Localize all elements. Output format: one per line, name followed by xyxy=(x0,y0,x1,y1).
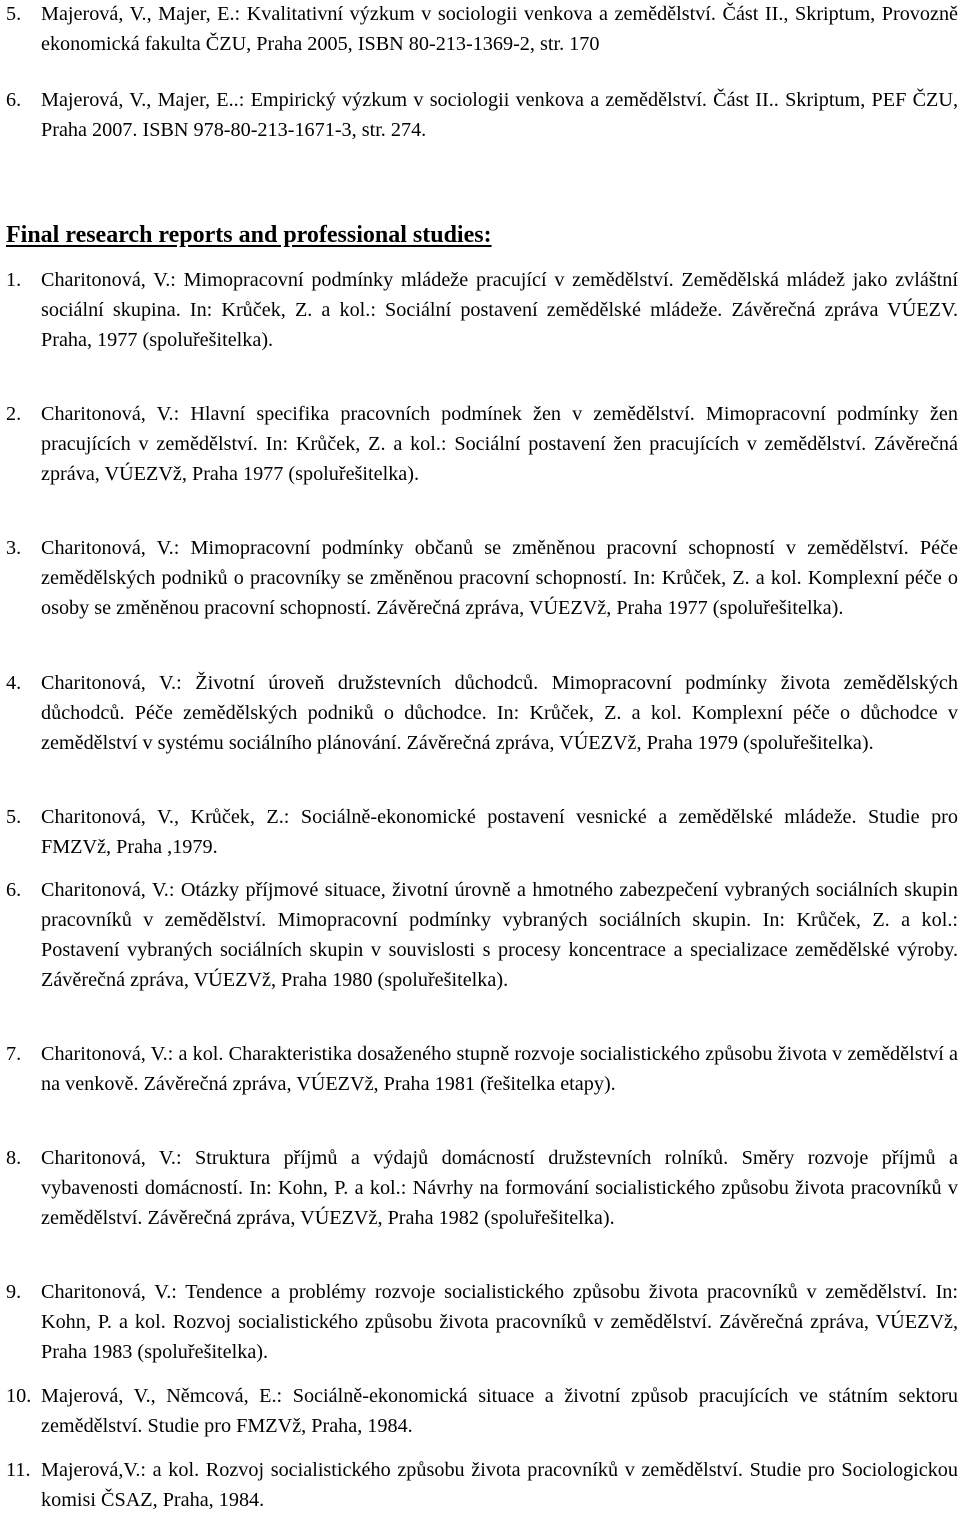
item-text: Majerová, V., Majer, E..: Empirický výzkum v sociologii venkova a zemědělství. Část II.. Skriptum, PEF ČZU, Praha 2007. ISBN 978-80-213-1671-3, str. 274. xyxy=(41,89,958,141)
list-item xyxy=(0,399,958,489)
list-item xyxy=(0,85,958,145)
list-item xyxy=(0,265,958,355)
list-item xyxy=(0,1039,958,1099)
item-text: Majerová, V., Majer, E.: Kvalitativní výzkum v sociologii venkova a zemědělství. Část II., Skriptum, Provozně ekonomická fakulta ČZU, Praha 2005, ISBN 80-213-1369-2, str. 170 xyxy=(41,3,958,55)
item-number: 3. xyxy=(6,537,22,559)
section-heading: Final research reports and professional studies: xyxy=(6,222,492,248)
item-number: 5. xyxy=(6,3,22,25)
item-text: Charitonová, V.: Struktura příjmů a výdajů domácností družstevních rolníků. Směry rozvoje příjmů a vybavenosti domácností. In: Kohn, P. a kol.: Návrhy na formování socialistického způsobu života pracovníků v zemědělství. Závěrečná zpráva, VÚEZVž, Praha 1982 (spoluřešitelka). xyxy=(41,1147,958,1229)
item-number: 6. xyxy=(6,89,22,111)
item-number: 1. xyxy=(6,269,22,291)
item-number: 10. xyxy=(6,1385,32,1407)
item-text: Charitonová, V., Krůček, Z.: Sociálně-ekonomické postavení vesnické a zemědělské mládeže. Studie pro FMZVž, Praha ,1979. xyxy=(41,806,958,858)
item-text: Charitonová, V.: Mimopracovní podmínky mládeže pracující v zemědělství. Zemědělská mládež jako zvláštní sociální skupina. In: Krůček, Z. a kol.: Sociální postavení zemědělské mládeže. Závěrečná zpráva VÚEZV. Praha, 1977 (spoluřešitelka). xyxy=(41,269,958,351)
item-text: Charitonová, V.: Tendence a problémy rozvoje socialistického způsobu života pracovníků v zemědělství. In: Kohn, P. a kol. Rozvoj socialistického způsobu života pracovníků v zemědělství. Závěrečná zpráva, VÚEZVž, Praha 1983 (spoluřešitelka). xyxy=(41,1281,958,1363)
item-number: 5. xyxy=(6,806,22,828)
item-text: Charitonová, V.: Životní úroveň družstevních důchodců. Mimopracovní podmínky života zemědělských důchodců. Péče zemědělských podniků o důchodce. In: Krůček, Z. a kol. Komplexní péče o důchodce v zemědělství v systému sociálního plánování. Závěrečná zpráva, VÚEZVž, Praha 1979 (spoluřešitelka). xyxy=(41,672,958,754)
list-item xyxy=(0,875,958,995)
list-item xyxy=(0,802,958,862)
item-text: Majerová,V.: a kol. Rozvoj socialistického způsobu života pracovníků v zemědělství. Studie pro Sociologickou komisi ČSAZ, Praha, 1984. xyxy=(41,1459,958,1511)
list-item xyxy=(0,533,958,623)
list-item xyxy=(0,1143,958,1233)
item-text: Charitonová, V.: Otázky příjmové situace, životní úrovně a hmotného zabezpečení vybraných sociálních skupin pracovníků v zemědělství. Mimopracovní podmínky vybraných sociálních skupin. In: Krůček, Z. a kol.: Postavení vybraných sociálních skupin v souvislosti s procesy koncentrace a specializace zemědělské výroby. Závěrečná zpráva, VÚEZVž, Praha 1980 (spoluřešitelka). xyxy=(41,879,958,991)
list-item xyxy=(0,668,958,758)
item-text: Charitonová, V.: Mimopracovní podmínky občanů se změněnou pracovní schopností v zemědělství. Péče zemědělských podniků o pracovníky se změněnou pracovní schopností. In: Krůček, Z. a kol. Komplexní péče o osoby se změněnou pracovní schopností. Závěrečná zpráva, VÚEZVž, Praha 1977 (spoluřešitelka). xyxy=(41,537,958,619)
item-text: Charitonová, V.: Hlavní specifika pracovních podmínek žen v zemědělství. Mimopracovní podmínky žen pracujících v zemědělství. In: Krůček, Z. a kol.: Sociální postavení žen pracujících v zemědělství. Závěrečná zpráva, VÚEZVž, Praha 1977 (spoluřešitelka). xyxy=(41,403,958,485)
list-item xyxy=(0,0,958,59)
item-number: 6. xyxy=(6,879,22,901)
item-text: Charitonová, V.: a kol. Charakteristika dosaženého stupně rozvoje socialistického způsobu života v zemědělství a na venkově. Závěrečná zpráva, VÚEZVž, Praha 1981 (řešitelka etapy). xyxy=(41,1043,958,1095)
item-number: 11. xyxy=(6,1459,31,1481)
item-number: 4. xyxy=(6,672,22,694)
list-item xyxy=(0,1381,958,1441)
list-item xyxy=(0,1455,958,1515)
item-number: 8. xyxy=(6,1147,22,1169)
list-item xyxy=(0,1277,958,1367)
item-number: 7. xyxy=(6,1043,22,1065)
item-text: Majerová, V., Němcová, E.: Sociálně-ekonomická situace a životní způsob pracujících ve státním sektoru zemědělství. Studie pro FMZVž, Praha, 1984. xyxy=(41,1385,958,1437)
item-number: 2. xyxy=(6,403,22,425)
item-number: 9. xyxy=(6,1281,22,1303)
